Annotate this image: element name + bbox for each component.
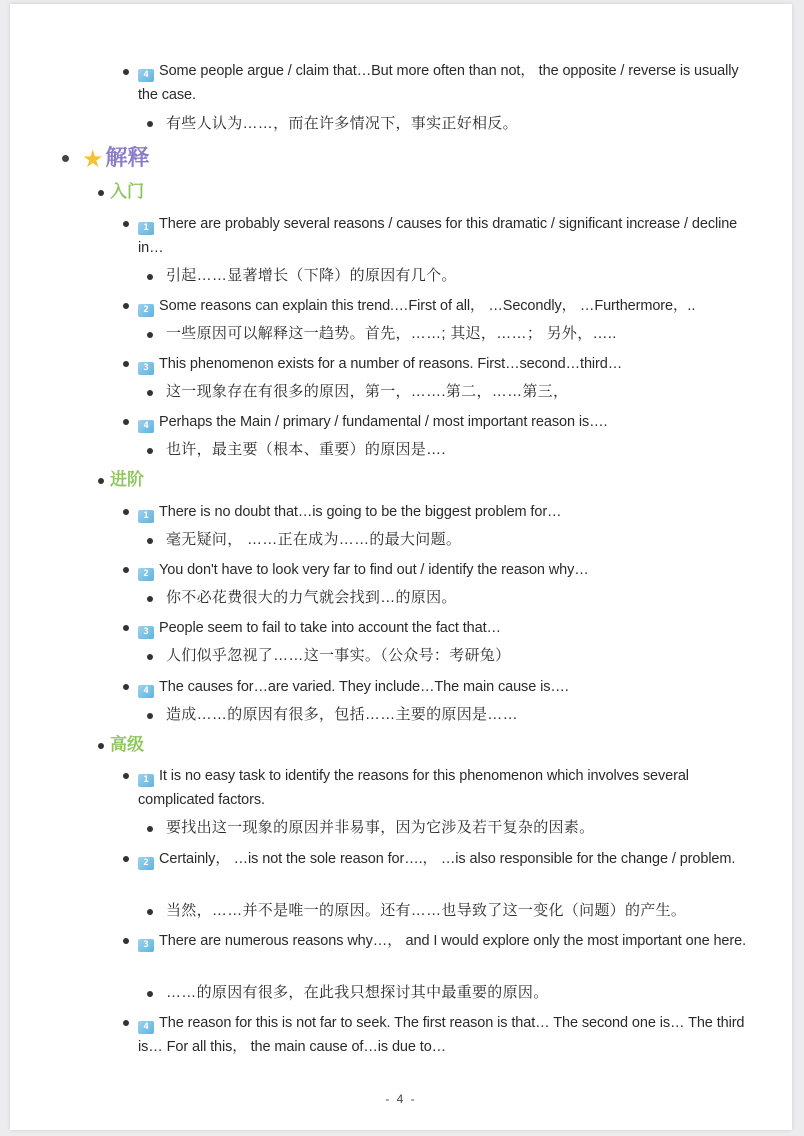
list-item	[138, 212, 758, 260]
number-icon: 2	[138, 568, 154, 581]
bullet-dot	[123, 69, 129, 75]
phrase-en: This phenomenon exists for a number of reasons. First…second…third…	[159, 356, 623, 372]
bullet-dot	[98, 743, 104, 749]
bullet-dot	[147, 654, 153, 660]
number-icon: 3	[138, 626, 154, 639]
number-icon: 4	[138, 1021, 154, 1034]
phrase-en: It is no easy task to identify the reasons for this phenomenon which involves several complicated factors.	[138, 768, 689, 808]
bullet-dot	[98, 190, 104, 196]
phrase-en: Perhaps the Main / primary / fundamental / most important reason is….	[159, 414, 608, 430]
phrase-zh: 造成……的原因有很多，包括……主要的原因是……	[166, 706, 518, 723]
bullet-dot	[147, 121, 153, 127]
bullet-dot	[123, 625, 129, 631]
bullet-dot	[98, 478, 104, 484]
phrase-en: Some reasons can explain this trend.…First of all， …Secondly， …Furthermore，..	[159, 298, 696, 314]
bullet-dot	[123, 509, 129, 515]
list-item	[138, 1011, 763, 1059]
bullet-dot	[123, 361, 129, 367]
level-heading: 入门	[110, 182, 144, 201]
number-icon: 4	[138, 420, 154, 433]
phrase-zh: 人们似乎忽视了……这一事实。（公众号：考研兔）	[166, 647, 511, 664]
phrase-en: There are probably several reasons / causes for this dramatic / significant increase / decline in…	[138, 216, 738, 256]
star-icon: ★	[82, 146, 104, 173]
number-icon: 3	[138, 362, 154, 375]
number-icon: 4	[138, 69, 154, 82]
phrase-en: There is no doubt that…is going to be the biggest problem for…	[159, 504, 562, 520]
bullet-dot	[123, 1020, 129, 1026]
bullet-dot	[147, 909, 153, 915]
phrase-en: Certainly， …is not the sole reason for….， …is also responsible for the change / problem.	[159, 851, 736, 867]
list-item	[138, 294, 758, 318]
phrase-en: The reason for this is not far to seek. The first reason is that… The second one is… The third is… For all this， the main cause of…is due to…	[138, 1015, 745, 1055]
phrase-zh: 要找出这一现象的原因并非易事，因为它涉及若干复杂的因素。	[166, 819, 595, 836]
list-item	[138, 352, 758, 376]
section-heading: ★解释	[82, 145, 150, 173]
bullet-dot	[123, 684, 129, 690]
phrase-zh: 毫无疑问， ……正在成为……的最大问题。	[166, 531, 462, 548]
number-icon: 1	[138, 510, 154, 523]
list-item	[138, 616, 758, 640]
phrase-zh: 一些原因可以解释这一趋势。首先，……; 其迟，……； 另外，…..	[166, 325, 617, 342]
phrase-zh: ……的原因有很多，在此我只想探讨其中最重要的原因。	[166, 984, 549, 1001]
phrase-zh: 这一现象存在有很多的原因，第一，…….第二，……第三，	[166, 383, 569, 400]
bullet-dot	[147, 448, 153, 454]
bullet-dot	[123, 773, 129, 779]
level-heading: 高级	[110, 735, 144, 754]
bullet-dot	[147, 390, 153, 396]
phrase-en: Some people argue / claim that…But more often than not， the opposite / reverse is usually the case.	[138, 63, 739, 103]
phrase-zh: 你不必花费很大的力气就会找到…的原因。	[166, 589, 457, 606]
bullet-dot	[147, 596, 153, 602]
list-item	[138, 558, 758, 582]
bullet-dot	[147, 274, 153, 280]
number-icon: 2	[138, 304, 154, 317]
bullet-dot	[147, 826, 153, 832]
phrase-en: The causes for…are varied. They include…The main cause is….	[159, 679, 569, 695]
phrase-zh: 有些人认为……，而在许多情况下，事实正好相反。	[166, 115, 518, 132]
list-item	[138, 764, 758, 812]
bullet-dot	[147, 991, 153, 997]
page-number: - 4 -	[385, 1092, 417, 1106]
bullet-dot	[123, 303, 129, 309]
list-item	[138, 929, 768, 953]
bullet-dot	[123, 567, 129, 573]
bullet-dot	[123, 419, 129, 425]
document-page	[10, 4, 792, 1130]
bullet-dot	[123, 938, 129, 944]
list-item	[138, 675, 758, 699]
bullet-dot	[62, 155, 69, 162]
list-item	[138, 500, 758, 524]
bullet-dot	[123, 856, 129, 862]
phrase-zh: 引起……显著增长（下降）的原因有几个。	[166, 267, 457, 284]
bullet-dot	[123, 221, 129, 227]
phrase-zh: 当然，……并不是唯一的原因。还有……也导致了这一变化（问题）的产生。	[166, 902, 687, 919]
number-icon: 2	[138, 857, 154, 870]
phrase-en: People seem to fail to take into account the fact that…	[159, 620, 501, 636]
phrase-zh: 也许，最主要（根本、重要）的原因是….	[166, 441, 446, 458]
list-item	[138, 847, 758, 871]
phrase-en: You don't have to look very far to find out / identify the reason why…	[159, 562, 589, 578]
number-icon: 1	[138, 774, 154, 787]
bullet-dot	[147, 538, 153, 544]
bullet-dot	[147, 713, 153, 719]
phrase-en: There are numerous reasons why…， and I would explore only the most important one here.	[159, 933, 747, 949]
number-icon: 3	[138, 939, 154, 952]
level-heading: 进阶	[110, 470, 144, 489]
bullet-dot	[147, 332, 153, 338]
number-icon: 4	[138, 685, 154, 698]
list-item	[138, 59, 758, 107]
list-item	[138, 410, 758, 434]
number-icon: 1	[138, 222, 154, 235]
